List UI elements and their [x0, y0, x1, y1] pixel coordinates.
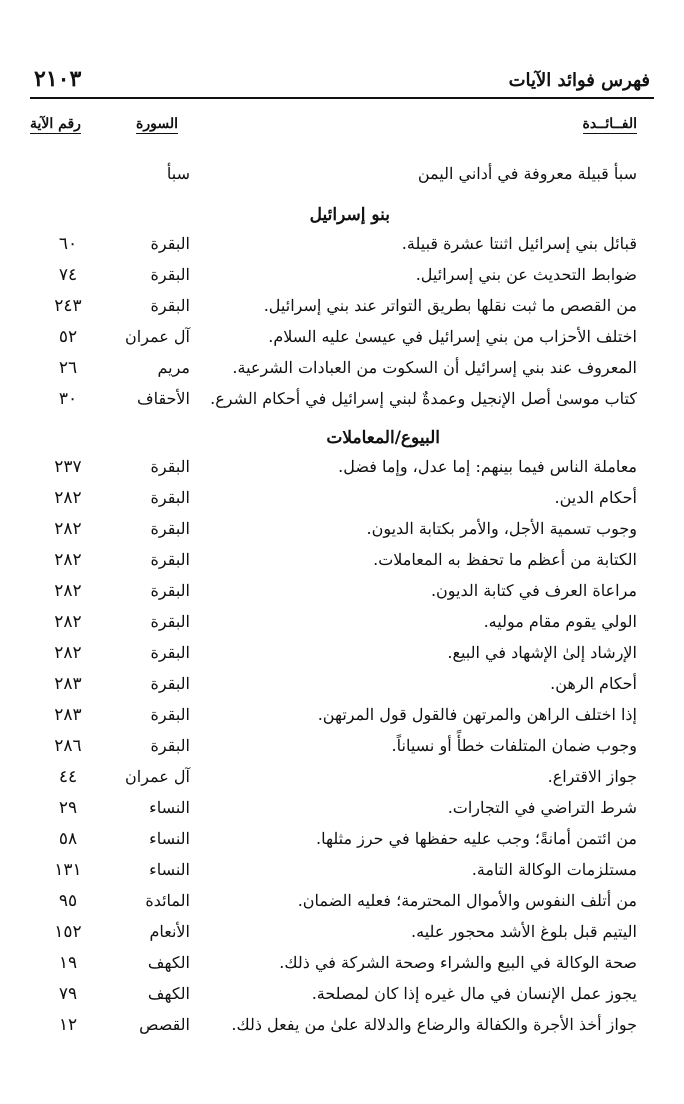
entry-text: يجوز عمل الإنسان في مال غيره إذا كان لمصلحة. — [311, 984, 637, 1003]
entry-text: من أتلف النفوس والأموال المحترمة؛ فعليه الضمان. — [297, 891, 637, 910]
index-row — [0, 353, 684, 383]
entry-sura: البقرة — [150, 674, 190, 693]
entry-text: وجوب ضمان المتلفات خطأً أو نسياناً. — [391, 736, 637, 755]
entry-sura: آل عمران — [125, 767, 190, 786]
section-heading — [0, 200, 684, 230]
entry-ayah-number: ٧٩ — [58, 984, 78, 1004]
entry-sura: مريم — [157, 358, 190, 377]
index-row — [0, 917, 684, 947]
index-row — [0, 576, 684, 606]
index-row — [0, 824, 684, 854]
entry-sura: الكهف — [147, 984, 190, 1003]
entry-text: سبأ قبيلة معروفة في أداني اليمن — [417, 164, 637, 183]
index-row — [0, 669, 684, 699]
entry-ayah-number: ٥٨ — [58, 829, 78, 849]
entry-text: أحكام الدين. — [554, 488, 637, 507]
entry-ayah-number: ٢٨٢ — [54, 488, 82, 508]
entry-ayah-number: ٢٨٢ — [54, 643, 82, 663]
entry-sura: البقرة — [150, 550, 190, 569]
entry-ayah-number: ٢٣٧ — [54, 457, 82, 477]
entry-sura: النساء — [149, 860, 190, 879]
entry-text: المعروف عند بني إسرائيل أن السكوت من العبادات الشرعية. — [232, 358, 637, 377]
column-header-faida: الفــائــدة — [582, 116, 637, 132]
index-row — [0, 700, 684, 730]
entry-sura: سبأ — [166, 164, 190, 183]
column-header-ayah-number: رقم الآية — [30, 116, 81, 132]
entry-text: قبائل بني إسرائيل اثنتا عشرة قبيلة. — [401, 234, 637, 253]
entry-text: مستلزمات الوكالة التامة. — [471, 860, 637, 879]
index-row — [0, 948, 684, 978]
entry-sura: البقرة — [150, 612, 190, 631]
entry-ayah-number: ٢٨٢ — [54, 581, 82, 601]
entry-ayah-number: ٩٥ — [58, 891, 78, 911]
page-number: ٢١٠٣ — [34, 66, 82, 92]
index-row — [0, 483, 684, 513]
entry-sura: البقرة — [150, 296, 190, 315]
entry-sura: الأحقاف — [136, 389, 190, 408]
index-row — [0, 607, 684, 637]
entry-ayah-number: ١٣١ — [54, 860, 82, 880]
index-row — [0, 731, 684, 761]
entry-text: ضوابط التحديث عن بني إسرائيل. — [415, 265, 637, 284]
entry-ayah-number: ٦٠ — [58, 234, 78, 254]
entry-ayah-number: ٢٨٦ — [54, 736, 82, 756]
index-row — [0, 452, 684, 482]
section-title: البيوع/المعاملات — [326, 428, 440, 448]
entry-text: أحكام الرهن. — [550, 674, 637, 693]
entry-text: إذا اختلف الراهن والمرتهن فالقول قول المرتهن. — [317, 705, 637, 724]
entry-text: اختلف الأحزاب من بني إسرائيل في عيسىٰ عليه السلام. — [268, 327, 637, 346]
index-row — [0, 322, 684, 352]
index-row — [0, 762, 684, 792]
entry-sura: البقرة — [150, 643, 190, 662]
entry-ayah-number: ٢٩ — [58, 798, 78, 818]
entry-sura: المائدة — [145, 891, 190, 910]
entry-ayah-number: ١٩ — [58, 953, 78, 973]
entry-text: الكتابة من أعظم ما تحفظ به المعاملات. — [373, 550, 637, 569]
section-title: بنو إسرائيل — [309, 205, 390, 225]
entry-ayah-number: ٢٨٢ — [54, 550, 82, 570]
entry-ayah-number: ٢٨٢ — [54, 612, 82, 632]
entry-ayah-number: ١٢ — [58, 1015, 78, 1035]
index-row — [0, 638, 684, 668]
column-header-sura: السورة — [136, 116, 178, 132]
entry-ayah-number: ٢٦ — [58, 358, 78, 378]
entry-text: الإرشاد إلىٰ الإشهاد في البيع. — [447, 643, 637, 662]
index-row — [0, 291, 684, 321]
entry-text: صحة الوكالة في البيع والشراء وصحة الشركة في ذلك. — [279, 953, 637, 972]
entry-sura: البقرة — [150, 265, 190, 284]
entry-sura: البقرة — [150, 736, 190, 755]
entry-text: من ائتمن أمانةً؛ وجب عليه حفظها في حرز مثلها. — [316, 829, 637, 848]
entry-sura: الكهف — [147, 953, 190, 972]
index-row — [0, 384, 684, 414]
entry-sura: آل عمران — [125, 327, 190, 346]
index-row — [0, 260, 684, 290]
entry-ayah-number: ٢٨٢ — [54, 519, 82, 539]
entry-sura: البقرة — [150, 705, 190, 724]
index-row — [0, 886, 684, 916]
index-row — [0, 545, 684, 575]
index-row — [0, 979, 684, 1009]
entry-text: جواز الاقتراع. — [547, 767, 637, 786]
entry-sura: البقرة — [150, 234, 190, 253]
index-row — [0, 159, 684, 189]
entry-ayah-number: ٢٨٣ — [54, 705, 82, 725]
entry-sura: البقرة — [150, 457, 190, 476]
index-row — [0, 1010, 684, 1040]
entry-ayah-number: ٢٤٣ — [54, 296, 82, 316]
entry-sura: القصص — [139, 1015, 190, 1034]
entry-text: شرط التراضي في التجارات. — [447, 798, 637, 817]
entry-text: اليتيم قبل بلوغ الأشد محجور عليه. — [411, 922, 637, 941]
header-title: فهرس فوائد الآيات — [508, 70, 650, 91]
entry-text: من القصص ما ثبت نقلها بطريق التواتر عند بني إسرائيل. — [263, 296, 637, 315]
entry-text: وجوب تسمية الأجل، والأمر بكتابة الديون. — [366, 519, 637, 538]
entry-sura: الأنعام — [149, 922, 190, 941]
entry-text: الولي يقوم مقام موليه. — [483, 612, 637, 631]
entry-text: معاملة الناس فيما بينهم: إما عدل، وإما فضل. — [338, 457, 637, 476]
entry-text: مراعاة العرف في كتابة الديون. — [430, 581, 637, 600]
entry-ayah-number: ٣٠ — [58, 389, 78, 409]
entry-sura: النساء — [149, 798, 190, 817]
entry-ayah-number: ٧٤ — [58, 265, 78, 285]
entry-sura: البقرة — [150, 519, 190, 538]
index-row — [0, 514, 684, 544]
entry-ayah-number: ٥٢ — [58, 327, 78, 347]
index-row — [0, 793, 684, 823]
entry-sura: البقرة — [150, 581, 190, 600]
entry-ayah-number: ٤٤ — [58, 767, 78, 787]
section-heading — [0, 423, 684, 453]
entry-ayah-number: ١٥٢ — [54, 922, 82, 942]
entry-text: كتاب موسىٰ أصل الإنجيل وعمدةٌ لبني إسرائيل في أحكام الشرع. — [210, 389, 637, 408]
entry-sura: البقرة — [150, 488, 190, 507]
entry-sura: النساء — [149, 829, 190, 848]
entry-text: جواز أخذ الأجرة والكفالة والرضاع والدلالة علىٰ من يفعل ذلك. — [231, 1015, 637, 1034]
index-row — [0, 855, 684, 885]
entry-ayah-number: ٢٨٣ — [54, 674, 82, 694]
index-row — [0, 229, 684, 259]
